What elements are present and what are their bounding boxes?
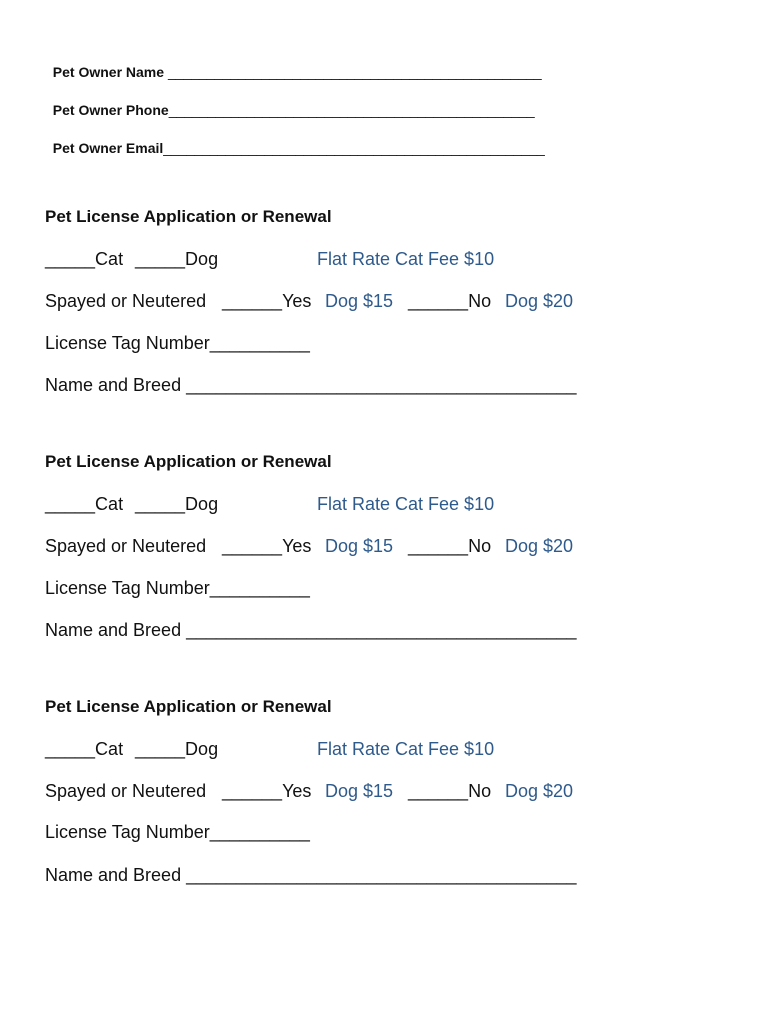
flat-rate-cat-fee: Flat Rate Cat Fee $10 (317, 494, 495, 514)
license-tag-field[interactable]: License Tag Number__________ (45, 333, 310, 353)
dog-yes-fee: Dog $15 (325, 781, 394, 801)
license-tag-field[interactable]: License Tag Number__________ (45, 578, 310, 598)
spayed-yes-blank[interactable]: ______Yes (222, 781, 312, 801)
owner-phone-line (45, 89, 535, 117)
spayed-no-blank[interactable]: ______No (408, 781, 492, 801)
spayed-no-blank[interactable]: ______No (408, 536, 492, 556)
license-tag-field[interactable]: License Tag Number__________ (45, 822, 310, 842)
flat-rate-cat-fee: Flat Rate Cat Fee $10 (317, 739, 495, 759)
dog-no-fee: Dog $20 (505, 536, 574, 556)
owner-email-blank[interactable]: _________________________________________________ (163, 140, 545, 156)
dog-blank[interactable]: _____Dog (135, 494, 219, 514)
name-breed-field[interactable]: Name and Breed _______________________________________ (45, 375, 577, 395)
cat-blank[interactable]: _____Cat (45, 739, 124, 759)
owner-name-blank[interactable]: ________________________________________________ (167, 64, 542, 80)
section-title: Pet License Application or Renewal (45, 452, 332, 471)
dog-blank[interactable]: _____Dog (135, 249, 219, 269)
spayed-yes-blank[interactable]: ______Yes (222, 536, 312, 556)
section-title: Pet License Application or Renewal (45, 207, 332, 226)
owner-phone-blank[interactable]: _______________________________________________ (168, 102, 535, 118)
owner-email-line (45, 127, 545, 155)
dog-yes-fee: Dog $15 (325, 536, 394, 556)
dog-blank[interactable]: _____Dog (135, 739, 219, 759)
dog-yes-fee: Dog $15 (325, 291, 394, 311)
name-breed-field[interactable]: Name and Breed _______________________________________ (45, 620, 577, 640)
owner-phone-label: Pet Owner Phone (52, 102, 169, 118)
spayed-label: Spayed or Neutered (45, 291, 207, 311)
spayed-label: Spayed or Neutered (45, 781, 207, 801)
dog-no-fee: Dog $20 (505, 781, 574, 801)
flat-rate-cat-fee: Flat Rate Cat Fee $10 (317, 249, 495, 269)
spayed-no-blank[interactable]: ______No (408, 291, 492, 311)
name-breed-field[interactable]: Name and Breed _______________________________________ (45, 865, 577, 885)
owner-name-label: Pet Owner Name (52, 64, 165, 80)
dog-no-fee: Dog $20 (505, 291, 574, 311)
cat-blank[interactable]: _____Cat (45, 494, 124, 514)
spayed-yes-blank[interactable]: ______Yes (222, 291, 312, 311)
spayed-label: Spayed or Neutered (45, 536, 207, 556)
owner-email-label: Pet Owner Email (52, 140, 164, 156)
section-title: Pet License Application or Renewal (45, 697, 332, 716)
cat-blank[interactable]: _____Cat (45, 249, 124, 269)
owner-name-line (45, 51, 542, 79)
